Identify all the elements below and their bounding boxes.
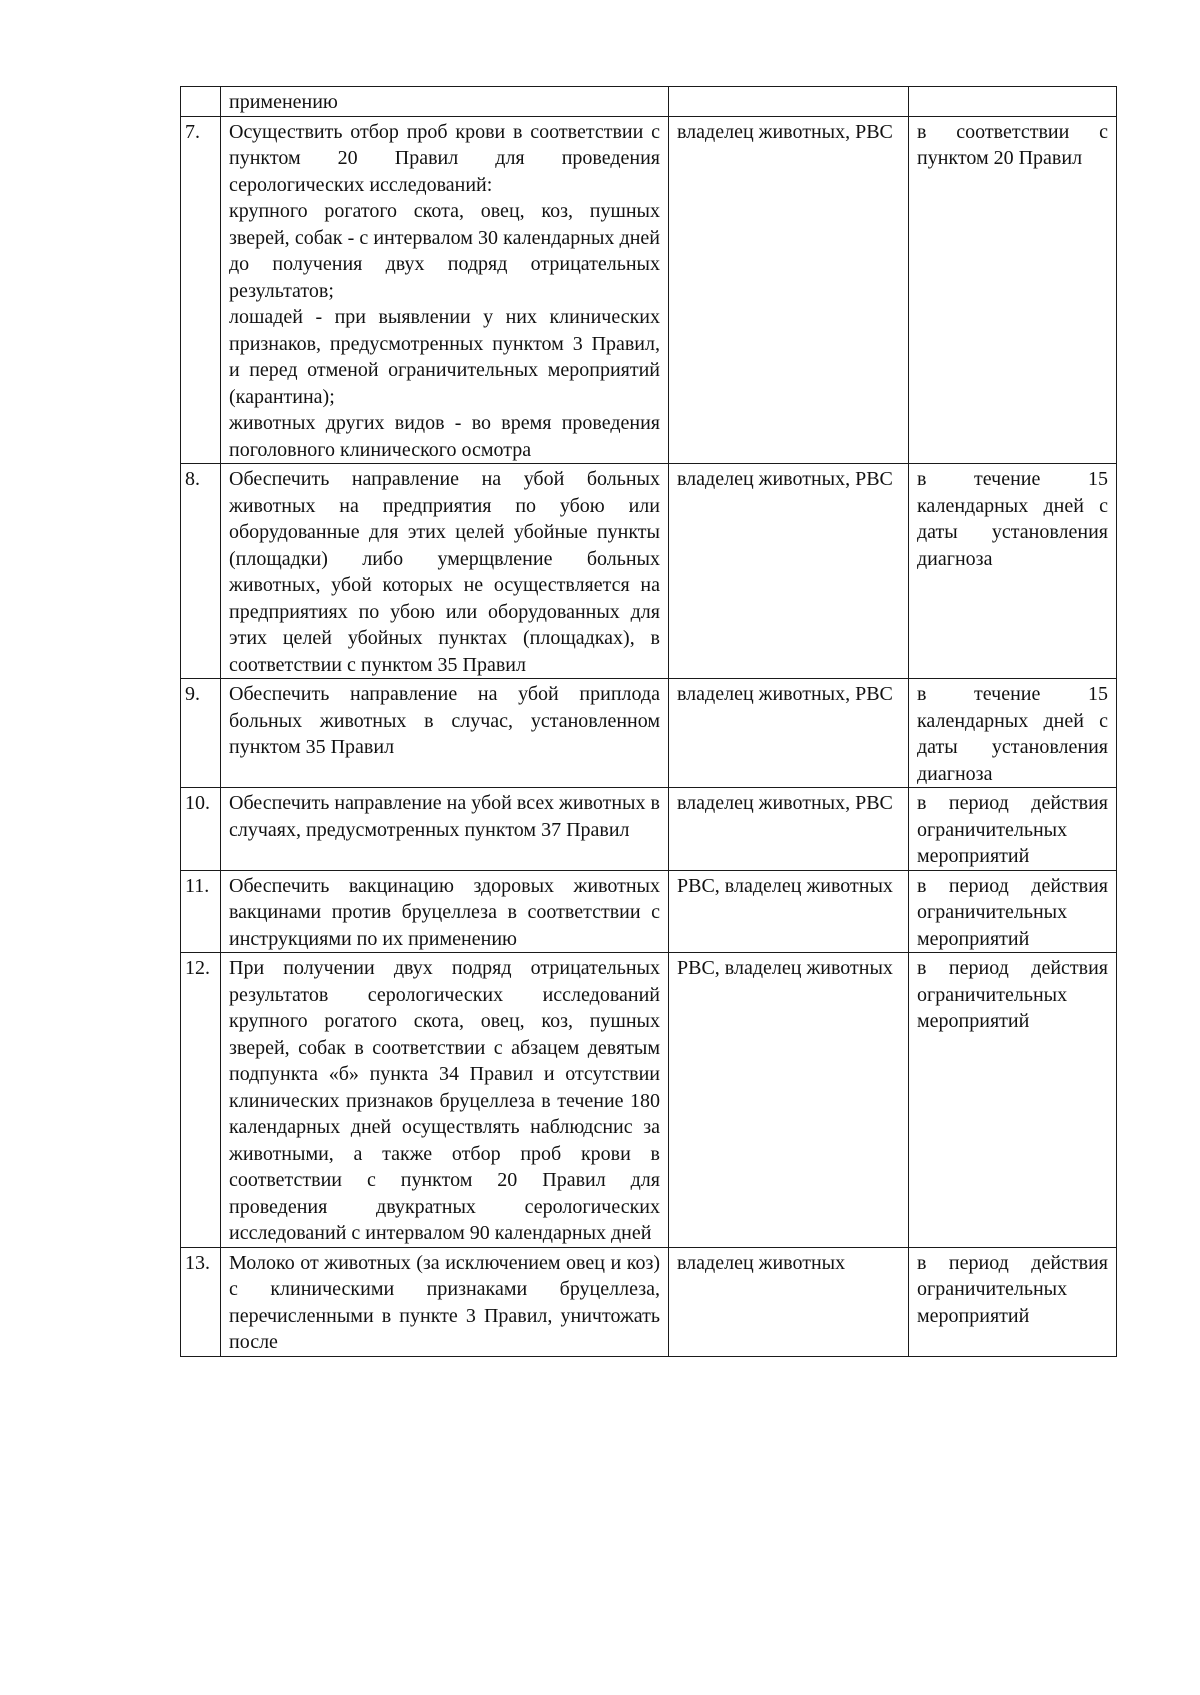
- row-number: 9.: [181, 679, 221, 788]
- measure-description: [221, 1247, 669, 1356]
- description-paragraph: крупного рогатого скота, овец, коз, пушных зверей, собак - с интервалом 30 календарных дней до получения двух подряд отрицательных результатов;: [229, 200, 660, 302]
- table-row: [181, 788, 1117, 871]
- table-row: [181, 116, 1117, 464]
- deadline: в период действия ограничительных мероприятий: [909, 1247, 1117, 1356]
- responsible-party: [669, 87, 909, 117]
- deadline: в течение 15 календарных дней с даты установления диагноза: [909, 679, 1117, 788]
- responsible-party: владелец животных, РВС: [669, 116, 909, 464]
- table-row: [181, 870, 1117, 953]
- measure-description: [221, 116, 669, 464]
- description-paragraph: При получении двух подряд отрицательных результатов серологических исследований крупного рогатого скота, овец, коз, пушных зверей, собак в соответствии с абзацем девятым подпункта «б» пункта 34 Правил и отсутствии клинических признаков бруцеллеза в течение 180 календарных дней осуществлять наблюдснис за животными, а также отбор проб крови в соответствии с пунктом 20 Правил для проведения двукратных серологических исследований с интервалом 90 календарных дней: [229, 957, 660, 1244]
- responsible-party: владелец животных, РВС: [669, 464, 909, 679]
- row-number: 10.: [181, 788, 221, 871]
- responsible-party: РВС, владелец животных: [669, 953, 909, 1248]
- measure-description: [221, 87, 669, 117]
- description-paragraph: Обеспечить вакцинацию здоровых животных вакцинами против бруцеллеза в соответствии с инструкциями по их применению: [229, 874, 660, 950]
- row-number: 8.: [181, 464, 221, 679]
- deadline: [909, 87, 1117, 117]
- responsible-party: владелец животных: [669, 1247, 909, 1356]
- row-number: 7.: [181, 116, 221, 464]
- measure-description: [221, 953, 669, 1248]
- description-paragraph: применению: [229, 91, 338, 113]
- description-paragraph: животных других видов - во время проведения поголовного клинического осмотра: [229, 412, 660, 461]
- responsible-party: владелец животных, РВС: [669, 788, 909, 871]
- row-number: 11.: [181, 870, 221, 953]
- table-row: [181, 679, 1117, 788]
- table-row: [181, 953, 1117, 1248]
- measures-table: [180, 86, 1117, 1357]
- description-paragraph: лошадей - при выявлении у них клинических признаков, предусмотренных пунктом 3 Правил, и перед отменой ограничительных мероприятий (карантина);: [229, 306, 660, 408]
- description-paragraph: Обеспечить направление на убой приплода больных животных в случас, установленном пунктом 35 Правил: [229, 683, 660, 758]
- measure-description: [221, 464, 669, 679]
- responsible-party: РВС, владелец животных: [669, 870, 909, 953]
- deadline: в соответствии с пунктом 20 Правил: [909, 116, 1117, 464]
- measure-description: [221, 788, 669, 871]
- row-number: 13.: [181, 1247, 221, 1356]
- responsible-party: владелец животных, РВС: [669, 679, 909, 788]
- deadline: в период действия ограничительных мероприятий: [909, 870, 1117, 953]
- measure-description: [221, 870, 669, 953]
- table-row: [181, 464, 1117, 679]
- description-paragraph: Молоко от животных (за исключением овец и коз) с клиническими признаками бруцеллеза, перечисленными в пункте 3 Правил, уничтожать после: [229, 1251, 660, 1353]
- measure-description: [221, 679, 669, 788]
- description-paragraph: Обеспечить направление на убой больных животных на предприятия по убою или оборудованные для этих целей убойные пункты (площадки) либо умерщвление больных животных, убой которых не осуществляется на предприятиях по убою или оборудованных для этих целей убойных пунктах (площадках), в соответствии с пунктом 35 Правил: [229, 468, 660, 676]
- table-row: [181, 87, 1117, 117]
- table-row: [181, 1247, 1117, 1356]
- deadline: в период действия ограничительных мероприятий: [909, 788, 1117, 871]
- deadline: в течение 15 календарных дней с даты установления диагноза: [909, 464, 1117, 679]
- row-number: [181, 87, 221, 117]
- row-number: 12.: [181, 953, 221, 1248]
- description-paragraph: Осуществить отбор проб крови в соответствии с пунктом 20 Правил для проведения серологических исследований:: [229, 120, 660, 196]
- description-paragraph: Обеспечить направление на убой всех животных в случаях, предусмотренных пунктом 37 Правил: [229, 792, 660, 841]
- deadline: в период действия ограничительных мероприятий: [909, 953, 1117, 1248]
